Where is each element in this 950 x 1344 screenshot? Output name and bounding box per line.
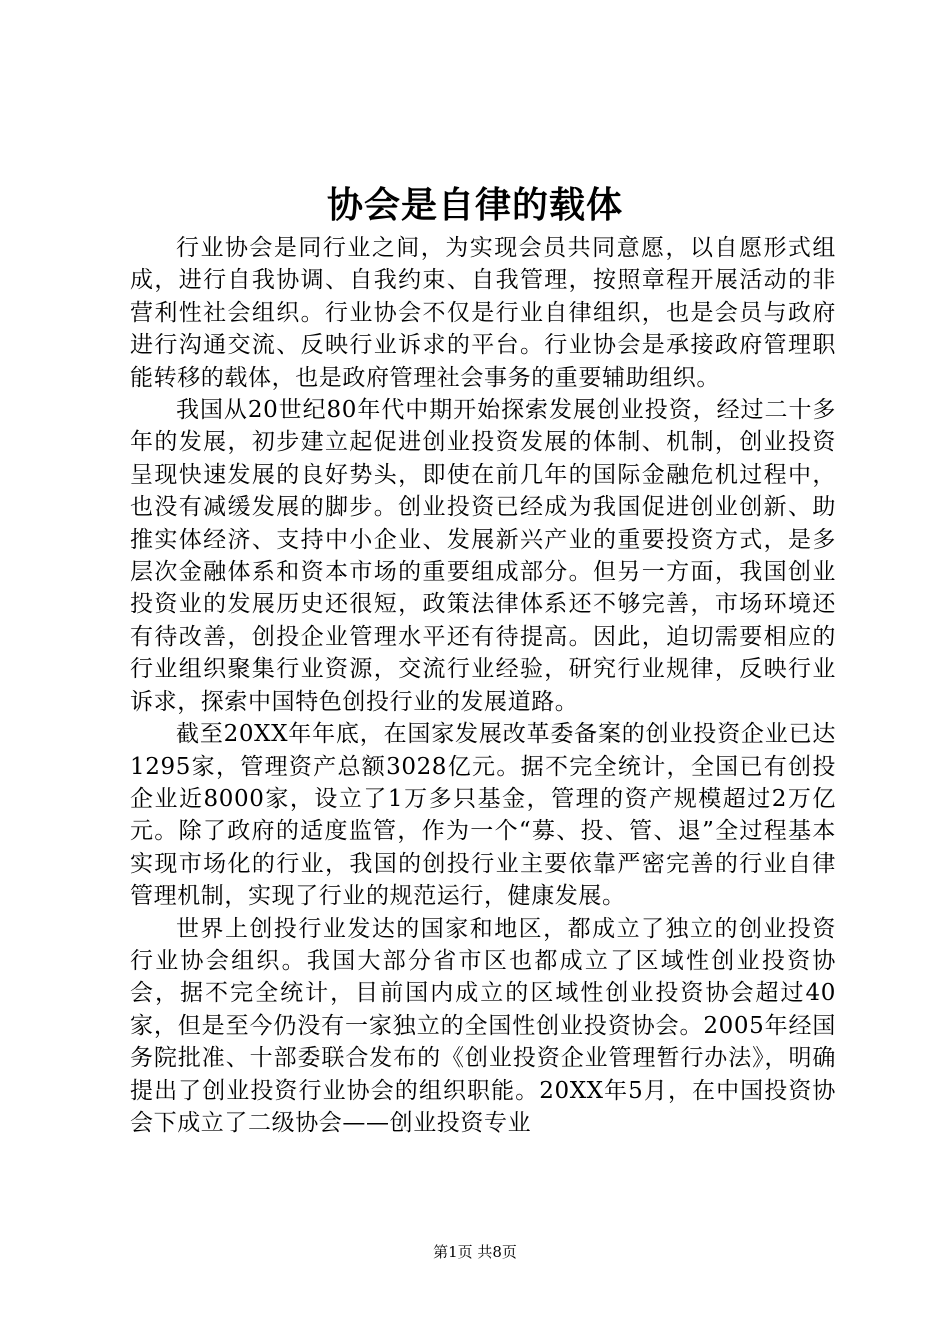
paragraph-1: 行业协会是同行业之间，为实现会员共同意愿，以自愿形式组成，进行自我协调、自我约束、自我管理，按照章程开展活动的非营利性社会组织。行业协会不仅是行业自律组织，也是会员与政府进行沟通交流、反映行业诉求的平台。行业协会是承接政府管理职能转移的载体，也是政府管理社会事务的重要辅助组织。 [130, 235, 836, 391]
paragraph-4: 世界上创投行业发达的国家和地区，都成立了独立的创业投资行业协会组织。我国大部分省市区也都成立了区域性创业投资协会，据不完全统计，目前国内成立的区域性创业投资协会超过40家，但是至今仍没有一家独立的全国性创业投资协会。2005年经国务院批准、十部委联合发布的《创业投资企业管理暂行办法》，明确提出了创业投资行业协会的组织职能。20XX年5月，在中国投资协会下成立了二级协会——创业投资专业 [130, 915, 836, 1136]
page-number-footer: 第1页 共8页 [433, 1243, 517, 1261]
paragraph-2: 我国从20世纪80年代中期开始探索发展创业投资，经过二十多年的发展，初步建立起促进创业投资发展的体制、机制，创业投资呈现快速发展的良好势头，即使在前几年的国际金融危机过程中，也没有减缓发展的脚步。创业投资已经成为我国促进创业创新、助推实体经济、支持中小企业、发展新兴产业的重要投资方式，是多层次金融体系和资本市场的重要组成部分。但另一方面，我国创业投资业的发展历史还很短，政策法律体系还不够完善，市场环境还有待改善，创投企业管理水平还有待提高。因此，迫切需要相应的行业组织聚集行业资源，交流行业经验，研究行业规律，反映行业诉求，探索中国特色创投行业的发展道路。 [130, 397, 836, 715]
document-body [130, 232, 836, 1139]
paragraph-3: 截至20XX年年底，在国家发展改革委备案的创业投资企业已达1295家，管理资产总额3028亿元。据不完全统计，全国已有创投企业近8000家，设立了1万多只基金，管理的资产规模超过2万亿元。除了政府的适度监管，作为一个“募、投、管、退”全过程基本实现市场化的行业，我国的创投行业主要依靠严密完善的行业自律管理机制，实现了行业的规范运行，健康发展。 [130, 721, 836, 910]
page-title: 协会是自律的载体 [326, 184, 623, 226]
